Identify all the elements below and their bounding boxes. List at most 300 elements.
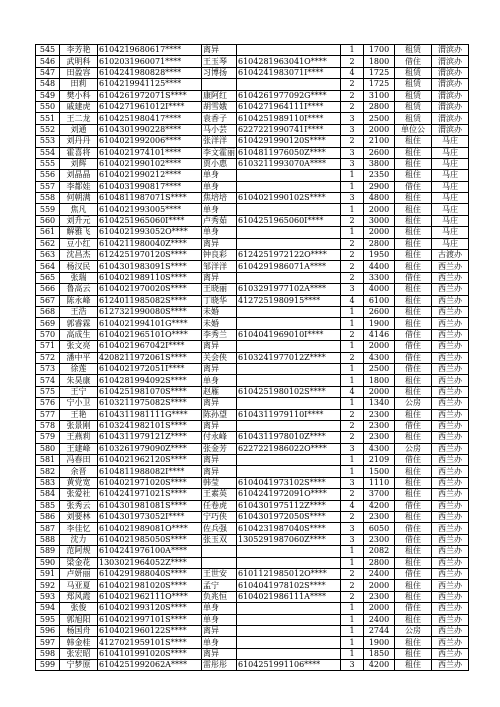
- cell-spouse-id-number: 6103291977102A****: [237, 284, 341, 295]
- cell-household-size: 1: [341, 170, 364, 181]
- cell-housing-type: 租住: [395, 306, 432, 317]
- cell-spouse-name: 赵雁: [202, 386, 237, 397]
- cell-income: 2300: [364, 591, 395, 602]
- cell-id-number: 6124251970120S****: [98, 250, 202, 261]
- cell-id-number: 6104021974101****: [98, 147, 202, 158]
- cell-spouse-name: 离异: [202, 398, 237, 409]
- cell-housing-type: 借住: [395, 534, 432, 545]
- cell-row-number: 566: [36, 284, 60, 295]
- cell-income: 1340: [364, 398, 395, 409]
- cell-name: 武明科: [60, 56, 98, 67]
- cell-housing-type: 租赁: [395, 67, 432, 78]
- cell-district: 马庄: [432, 238, 469, 249]
- cell-row-number: 599: [36, 660, 60, 671]
- cell-household-size: 4: [341, 386, 364, 397]
- cell-district: 西兰办: [432, 546, 469, 557]
- cell-housing-type: 借住: [395, 363, 432, 374]
- cell-income: 2400: [364, 568, 395, 579]
- cell-household-size: 2: [341, 56, 364, 67]
- table-row: [36, 56, 469, 67]
- cell-housing-type: 租住: [395, 660, 432, 671]
- cell-income: 2000: [364, 227, 395, 238]
- cell-spouse-id-number: 6104041973102S****: [237, 477, 341, 488]
- cell-id-number: 4127021959101S****: [98, 637, 202, 648]
- cell-spouse-id-number: 6104241972091O****: [237, 489, 341, 500]
- cell-spouse-id-number: [237, 238, 341, 249]
- cell-housing-type: 租住: [395, 295, 432, 306]
- cell-row-number: 558: [36, 193, 60, 204]
- cell-spouse-id-number: [237, 398, 341, 409]
- cell-id-number: 1303021964052Z****: [98, 557, 202, 568]
- cell-row-number: 564: [36, 261, 60, 272]
- cell-district: 渭滨办: [432, 56, 469, 67]
- cell-row-number: 588: [36, 534, 60, 545]
- cell-spouse-name: 单身: [202, 637, 237, 648]
- cell-housing-type: 租住: [395, 557, 432, 568]
- cell-id-number: 6104241976100A****: [98, 546, 202, 557]
- cell-spouse-name: 张洋洋: [202, 136, 237, 147]
- cell-id-number: 6104311981111G****: [98, 409, 202, 420]
- cell-household-size: 1: [341, 557, 364, 568]
- cell-income: 2000: [364, 603, 395, 614]
- cell-spouse-id-number: 6104251965060I****: [237, 215, 341, 226]
- cell-household-size: 3: [341, 158, 364, 169]
- cell-household-size: 1: [341, 603, 364, 614]
- cell-row-number: 590: [36, 557, 60, 568]
- cell-district: 渭滨办: [432, 79, 469, 90]
- cell-spouse-name: [202, 79, 237, 90]
- cell-income: 1725: [364, 67, 395, 78]
- cell-district: 西兰办: [432, 660, 469, 671]
- cell-row-number: 567: [36, 295, 60, 306]
- cell-row-number: 559: [36, 204, 60, 215]
- cell-row-number: 587: [36, 523, 60, 534]
- cell-district: 西兰办: [432, 580, 469, 591]
- cell-row-number: 571: [36, 341, 60, 352]
- cell-housing-type: 租住: [395, 136, 432, 147]
- cell-spouse-id-number: 6104021986111A****: [237, 591, 341, 602]
- cell-spouse-id-number: 6104251989110I****: [237, 113, 341, 124]
- cell-household-size: 2: [341, 272, 364, 283]
- cell-district: 西兰办: [432, 363, 469, 374]
- cell-household-size: 1: [341, 375, 364, 386]
- cell-household-size: 2: [341, 215, 364, 226]
- cell-household-size: 2: [341, 261, 364, 272]
- cell-id-number: 6104291988040S****: [98, 568, 202, 579]
- cell-row-number: 569: [36, 318, 60, 329]
- cell-name: 宁小卫: [60, 398, 98, 409]
- cell-spouse-id-number: 6104041969010I****: [237, 329, 341, 340]
- cell-row-number: 591: [36, 568, 60, 579]
- cell-housing-type: 借住: [395, 329, 432, 340]
- cell-name: 杨国舟: [60, 625, 98, 636]
- cell-housing-type: 租住: [395, 648, 432, 659]
- cell-id-number: 6104021990212****: [98, 170, 202, 181]
- cell-income: 4000: [364, 284, 395, 295]
- cell-spouse-id-number: 6104301972050S****: [237, 512, 341, 523]
- cell-household-size: 3: [341, 477, 364, 488]
- cell-household-size: 2: [341, 90, 364, 101]
- cell-household-size: 2: [341, 250, 364, 261]
- table-row: [36, 455, 469, 466]
- cell-housing-type: 公房: [395, 443, 432, 454]
- cell-row-number: 577: [36, 409, 60, 420]
- cell-id-number: 6104021971020S****: [98, 477, 202, 488]
- cell-household-size: 2: [341, 238, 364, 249]
- cell-housing-type: 借住: [395, 272, 432, 283]
- cell-district: 西兰办: [432, 318, 469, 329]
- cell-spouse-name: 未婚: [202, 318, 237, 329]
- cell-name: 朱昊康: [60, 375, 98, 386]
- table-row: [36, 660, 469, 671]
- cell-district: 西兰办: [432, 409, 469, 420]
- cell-row-number: 596: [36, 625, 60, 636]
- cell-name: 宁梦原: [60, 660, 98, 671]
- cell-spouse-name: 韩莹: [202, 477, 237, 488]
- cell-name: 戚建虎: [60, 101, 98, 112]
- cell-spouse-name: 丁晓华: [202, 295, 237, 306]
- cell-row-number: 575: [36, 386, 60, 397]
- cell-housing-type: 借住: [395, 568, 432, 579]
- cell-row-number: 568: [36, 306, 60, 317]
- cell-name: 刘辉: [60, 158, 98, 169]
- cell-household-size: 4: [341, 67, 364, 78]
- cell-district: 马庄: [432, 193, 469, 204]
- table-row: [36, 227, 469, 238]
- cell-income: 4800: [364, 193, 395, 204]
- table-row: [36, 580, 469, 591]
- cell-spouse-id-number: 6104021990102S****: [237, 193, 341, 204]
- cell-spouse-id-number: [237, 181, 341, 192]
- cell-district: 西兰办: [432, 568, 469, 579]
- cell-household-size: 1: [341, 227, 364, 238]
- cell-district: 马庄: [432, 158, 469, 169]
- cell-id-number: 6104301981081S****: [98, 500, 202, 511]
- cell-spouse-id-number: [237, 204, 341, 215]
- cell-housing-type: 租住: [395, 409, 432, 420]
- table-row: [36, 272, 469, 283]
- table-row: [36, 477, 469, 488]
- table-row: [36, 443, 469, 454]
- cell-spouse-id-number: [237, 603, 341, 614]
- table-row: [36, 603, 469, 614]
- cell-housing-type: 租住: [395, 637, 432, 648]
- cell-district: 西兰办: [432, 432, 469, 443]
- cell-name: 解雅飞: [60, 227, 98, 238]
- cell-id-number: 6104021989081O****: [98, 523, 202, 534]
- cell-name: 刘丹丹: [60, 136, 98, 147]
- cell-name: 鲁高云: [60, 284, 98, 295]
- cell-district: 西兰办: [432, 466, 469, 477]
- table-row: [36, 101, 469, 112]
- table-row: [36, 124, 469, 135]
- cell-spouse-name: 单身: [202, 227, 237, 238]
- cell-district: 西兰办: [432, 272, 469, 283]
- cell-income: 6100: [364, 295, 395, 306]
- table-row: [36, 158, 469, 169]
- cell-household-size: 2: [341, 409, 364, 420]
- cell-income: 3700: [364, 489, 395, 500]
- cell-id-number: 6104031990817****: [98, 181, 202, 192]
- table-row: [36, 193, 469, 204]
- cell-spouse-id-number: [237, 614, 341, 625]
- cell-housing-type: 租赁: [395, 45, 432, 56]
- cell-housing-type: 单位公: [395, 124, 432, 135]
- cell-housing-type: 租住: [395, 215, 432, 226]
- cell-spouse-id-number: 6104251980102S****: [237, 386, 341, 397]
- cell-id-number: 6127321990080S****: [98, 306, 202, 317]
- cell-name: 范阿规: [60, 546, 98, 557]
- cell-id-number: 6104021993052O****: [98, 227, 202, 238]
- cell-spouse-name: 关会侠: [202, 352, 237, 363]
- cell-household-size: 3: [341, 113, 364, 124]
- cell-spouse-id-number: [237, 272, 341, 283]
- cell-spouse-name: 张玉双: [202, 534, 237, 545]
- cell-name: 樊小科: [60, 90, 98, 101]
- cell-housing-type: 租住: [395, 512, 432, 523]
- table-row: [36, 489, 469, 500]
- cell-spouse-id-number: [237, 648, 341, 659]
- cell-housing-type: 租住: [395, 318, 432, 329]
- cell-income: 2082: [364, 546, 395, 557]
- cell-district: 西兰办: [432, 398, 469, 409]
- cell-housing-type: 租住: [395, 386, 432, 397]
- cell-spouse-id-number: [237, 341, 341, 352]
- cell-name: 张瑞: [60, 272, 98, 283]
- cell-income: 4400: [364, 261, 395, 272]
- cell-spouse-name: 宁巧侠: [202, 512, 237, 523]
- cell-district: 西兰办: [432, 261, 469, 272]
- table-row: [36, 466, 469, 477]
- cell-name: 刘要林: [60, 512, 98, 523]
- cell-id-number: 6104021989110S****: [98, 272, 202, 283]
- table-row: [36, 420, 469, 431]
- cell-id-number: 6104101991020S****: [98, 648, 202, 659]
- cell-household-size: 1: [341, 637, 364, 648]
- cell-household-size: 4: [341, 295, 364, 306]
- table-row: [36, 170, 469, 181]
- cell-id-number: 6104021992006****: [98, 136, 202, 147]
- cell-row-number: 572: [36, 352, 60, 363]
- cell-name: 刘晶晶: [60, 170, 98, 181]
- cell-housing-type: 租赁: [395, 113, 432, 124]
- cell-income: 2350: [364, 170, 395, 181]
- cell-id-number: 6104811987071S****: [98, 193, 202, 204]
- cell-name: 王浩: [60, 306, 98, 317]
- cell-housing-type: 借住: [395, 523, 432, 534]
- cell-id-number: 6104021962111O****: [98, 591, 202, 602]
- cell-spouse-id-number: [237, 375, 341, 386]
- cell-id-number: 6104301983091S****: [98, 261, 202, 272]
- cell-row-number: 551: [36, 113, 60, 124]
- cell-housing-type: 租住: [395, 250, 432, 261]
- cell-name: 王二龙: [60, 113, 98, 124]
- cell-district: 西兰办: [432, 477, 469, 488]
- table-row: [36, 375, 469, 386]
- cell-id-number: 6103241982101S****: [98, 420, 202, 431]
- cell-income: 1900: [364, 318, 395, 329]
- cell-spouse-name: 习博扬: [202, 67, 237, 78]
- cell-district: 马庄: [432, 215, 469, 226]
- cell-row-number: 560: [36, 215, 60, 226]
- table-row: [36, 432, 469, 443]
- cell-spouse-name: 李文霍丽: [203, 147, 235, 157]
- cell-housing-type: 租住: [395, 227, 432, 238]
- cell-id-number: 6104021994101G****: [98, 318, 202, 329]
- table-row: [36, 79, 469, 90]
- cell-income: 2900: [364, 181, 395, 192]
- cell-row-number: 562: [36, 238, 60, 249]
- table-row: [36, 386, 469, 397]
- table-row: [36, 147, 469, 158]
- cell-household-size: 1: [341, 466, 364, 477]
- cell-household-size: 1: [341, 306, 364, 317]
- cell-district: 渭滨办: [432, 113, 469, 124]
- cell-spouse-id-number: 4127251980915****: [237, 295, 341, 306]
- cell-district: 西兰办: [432, 420, 469, 431]
- table-row: [36, 45, 469, 56]
- table-row: [36, 557, 469, 568]
- cell-spouse-id-number: 6104301975112Z****: [237, 500, 341, 511]
- table-row: [36, 341, 469, 352]
- cell-income: 2600: [364, 147, 395, 158]
- table-body: [36, 45, 469, 671]
- cell-id-number: 6104251992062A****: [98, 660, 202, 671]
- cell-name: 李都娃: [60, 181, 98, 192]
- cell-name: 王建峰: [60, 443, 98, 454]
- cell-household-size: 3: [341, 284, 364, 295]
- cell-name: 郑风霞: [60, 591, 98, 602]
- cell-id-number: 6104301990228****: [98, 124, 202, 135]
- cell-household-size: 1: [341, 625, 364, 636]
- cell-row-number: 552: [36, 124, 60, 135]
- cell-district: 西兰办: [432, 284, 469, 295]
- cell-spouse-id-number: 1305291987060Z****: [237, 534, 341, 545]
- cell-name: 徐莲: [60, 363, 98, 374]
- cell-name: 张文亮: [60, 341, 98, 352]
- cell-household-size: 3: [341, 124, 364, 135]
- cell-income: 3300: [364, 272, 395, 283]
- cell-name: 杨汉民: [60, 261, 98, 272]
- cell-row-number: 550: [36, 101, 60, 112]
- cell-row-number: 547: [36, 67, 60, 78]
- table-row: [36, 261, 469, 272]
- cell-spouse-id-number: 6227221986022O****: [237, 443, 341, 454]
- cell-income: 1800: [364, 56, 395, 67]
- cell-district: 马庄: [432, 204, 469, 215]
- cell-housing-type: 借住: [395, 352, 432, 363]
- cell-housing-type: 借住: [395, 603, 432, 614]
- cell-housing-type: 租住: [395, 432, 432, 443]
- cell-income: 2500: [364, 363, 395, 374]
- cell-name: 刘通: [60, 124, 98, 135]
- cell-income: 1800: [364, 375, 395, 386]
- cell-spouse-name: 邹洋洋: [202, 261, 237, 272]
- table-row: [36, 204, 469, 215]
- cell-spouse-name: 离异: [202, 625, 237, 636]
- cell-housing-type: 租住: [395, 204, 432, 215]
- cell-row-number: 579: [36, 432, 60, 443]
- cell-spouse-id-number: 6103211993070A****: [237, 158, 341, 169]
- cell-name: 韩金桂: [60, 637, 98, 648]
- cell-row-number: 570: [36, 329, 60, 340]
- cell-income: 2500: [364, 113, 395, 124]
- cell-spouse-name: 单身: [202, 603, 237, 614]
- cell-row-number: 561: [36, 227, 60, 238]
- cell-name: 陈永峰: [60, 295, 98, 306]
- cell-spouse-name: 单身: [202, 614, 237, 625]
- cell-name: 刘升元: [60, 215, 98, 226]
- cell-spouse-name: 单身: [202, 375, 237, 386]
- cell-housing-type: 租住: [395, 591, 432, 602]
- cell-income: 4200: [364, 660, 395, 671]
- cell-household-size: 1: [341, 45, 364, 56]
- cell-household-size: 2: [341, 79, 364, 90]
- cell-name: 卢妍丽: [60, 568, 98, 579]
- table-row: [36, 295, 469, 306]
- cell-spouse-id-number: [237, 79, 341, 90]
- cell-district: 西兰办: [432, 500, 469, 511]
- table-row: [36, 215, 469, 226]
- cell-id-number: 6104241980828****: [98, 67, 202, 78]
- cell-income: 2300: [364, 512, 395, 523]
- cell-id-number: 6104021965101O****: [98, 329, 202, 340]
- cell-household-size: 3: [341, 660, 364, 671]
- table-row: [36, 523, 469, 534]
- cell-spouse-id-number: 6104811976050Z****: [237, 147, 341, 158]
- cell-id-number: 6104021967042I****: [98, 341, 202, 352]
- cell-row-number: 565: [36, 272, 60, 283]
- cell-income: 2800: [364, 238, 395, 249]
- cell-id-number: 6104021970020S****: [98, 284, 202, 295]
- table-row: [36, 512, 469, 523]
- cell-spouse-id-number: 6104291986071A****: [237, 261, 341, 272]
- cell-household-size: 2: [341, 136, 364, 147]
- cell-spouse-name: 马小芸: [202, 124, 237, 135]
- cell-id-number: 6103211975082S****: [98, 398, 202, 409]
- cell-household-size: 3: [341, 534, 364, 545]
- table-row: [36, 113, 469, 124]
- cell-spouse-name: 任卷虎: [202, 500, 237, 511]
- cell-housing-type: 租住: [395, 375, 432, 386]
- cell-spouse-id-number: [237, 170, 341, 181]
- cell-income: 2300: [364, 409, 395, 420]
- cell-district: 西兰办: [432, 386, 469, 397]
- cell-id-number: 6103261979090Z****: [98, 443, 202, 454]
- cell-spouse-id-number: [237, 306, 341, 317]
- cell-district: 西兰办: [432, 637, 469, 648]
- cell-spouse-name: 离异: [202, 363, 237, 374]
- cell-housing-type: 租住: [395, 580, 432, 591]
- cell-income: 2600: [364, 306, 395, 317]
- cell-district: 渭滨办: [432, 101, 469, 112]
- cell-spouse-name: 雷彤彤: [202, 660, 237, 671]
- cell-row-number: 553: [36, 136, 60, 147]
- cell-id-number: 6104021962120S****: [98, 455, 202, 466]
- cell-name: 张俊: [60, 603, 98, 614]
- cell-spouse-name: 张金芳: [202, 443, 237, 454]
- cell-row-number: 580: [36, 443, 60, 454]
- cell-spouse-id-number: 6104251991106****: [237, 660, 341, 671]
- cell-household-size: 1: [341, 181, 364, 192]
- cell-household-size: 3: [341, 523, 364, 534]
- cell-district: 西兰办: [432, 306, 469, 317]
- cell-household-size: 1: [341, 455, 364, 466]
- table-row: [36, 363, 469, 374]
- table-row: [36, 500, 469, 511]
- cell-income: 2400: [364, 614, 395, 625]
- cell-spouse-id-number: [237, 318, 341, 329]
